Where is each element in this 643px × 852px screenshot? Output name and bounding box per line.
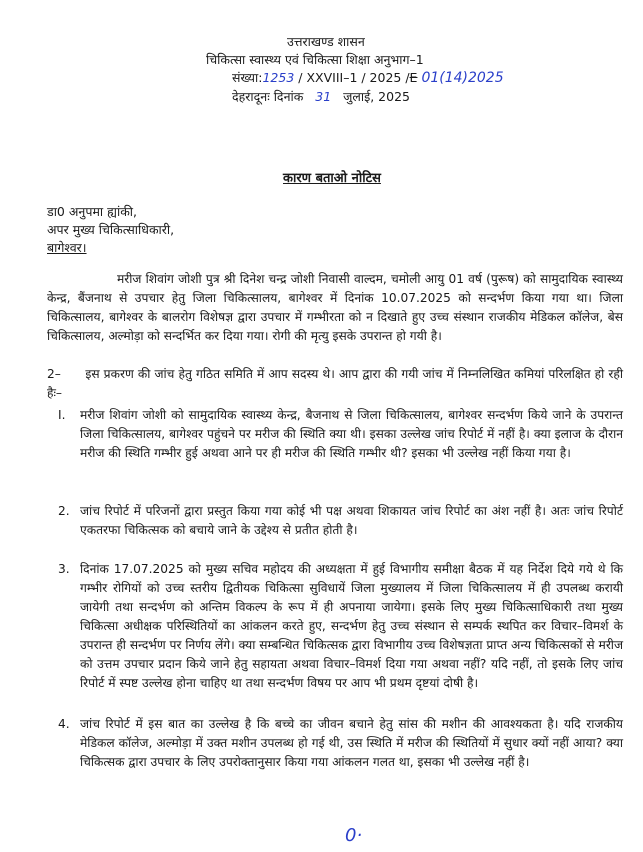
place-date-label: देहरादूनः दिनांक [232,89,304,104]
addressee-designation: अपर मुख्य चिकित्साधिकारी, [47,222,175,237]
number-handwritten: 1253 [262,70,295,85]
file-handwritten: 01(14)2025 [421,70,504,86]
number-middle: / XXVIII–1 / 2025 / [298,70,410,85]
number-struck: E [409,70,418,85]
list-item [58,560,623,693]
list-item-number: 4. [58,717,70,731]
addressee-place: बागेश्वर। [47,240,87,255]
list-item-number: 2. [58,504,70,518]
list-item-text: जांच रिपोर्ट में इस बात का उल्लेख है कि बच्चे का जीवन बचाने हेतु सांस की मशीन की आवश्यकता है। यदि राजकीय मेडिकल कॉलेज, अल्मोड़ा में उक्त मशीन उपलब्ध हो गई थी, उस स्थिति में मरीज की स्थितियों में सुधार क्यों नहीं आया? क्या चिकित्सक द्वारा उपचार के लिए उपरोक्तानुसार किया गया आंकलन गलत था, इसका भी उल्लेख नहीं है। [80,717,623,769]
list-item-number: I. [58,408,66,422]
list-item [58,406,623,463]
list-item-text: दिनांक 17.07.2025 को मुख्य सचिव महोदय की अध्यक्षता में हुई विभागीय समीक्षा बैठक में यह निर्देश दिये गये थे कि गम्भीर रोगियों को उच्च स्तरीय द्वितीयक चिकित्सा सुविधायें जिला मुख्यालय में जिला चिकित्सालय में ही उपलब्ध करायी जायेगी तथा सन्दर्भण को अन्तिम विकल्प के रूप में ही अपनाया जायेगा। इसके लिए मुख्य चिकित्साधिकारी तथा मुख्य चिकित्सा अधीक्षक परिस्थितियों का आंकलन करते हुए, सन्दर्भण हेतु उच्च संस्थान से सम्पर्क स्थपित कर विचार–विमर्श के उपरान्त ही सन्दर्भण पर निर्णय लेंगे। क्या सम्बन्धित चिकित्सक द्वारा विभागीय उच्च विशेषज्ञता प्राप्त अन्य चिकित्सकों से मरीज को उत्तम उपचार प्रदान किये जाने हेतु सहायता अथवा विचार–विमर्श दिया गया अथवा नहीं? यदि नहीं, तो इसके लिए जांच रिपोर्ट में स्पष्ट उल्लेख होना चाहिए था तथा सन्दर्भण विषय पर आप भी प्रथम दृष्टयां दोषी है। [80,562,623,690]
place-date [232,88,410,105]
list-item-text: मरीज शिवांग जोशी को सामुदायिक स्वास्थ्य केन्द्र, बैजनाथ से जिला चिकित्सालय, बागेश्वर सन्दर्भण किये जाने के उपरान्त जिला चिकित्सालय, बागेश्वर पहुंचने पर मरीज की स्थिति क्या थी। इसका उल्लेख जांच रिपोर्ट में नहीं है। क्या इलाज के दौरान मरीज की स्थिति गम्भीर हुई अथवा आने पर ही मरीज की स्थिति गम्भीर थी? इसका भी उल्लेख नहीं किया गया है। [80,408,623,460]
addressee-name: डा0 अनुपमा ह्यांकी, [47,204,138,219]
reference-number [232,69,504,86]
date-day-handwritten: 31 [315,89,332,104]
government-heading: उत्तराखण्ड शासन [287,34,365,49]
paragraph-2-number: 2– [47,367,61,381]
notice-title: कारण बताओ नोटिस [283,171,381,186]
number-label: संख्या: [232,70,263,85]
list-item [58,715,623,772]
paragraph-2-text: इस प्रकरण की जांच हेतु गठित समिति में आप सदस्य थे। आप द्वारा की गयी जांच में निम्नलिखित कमियां परिलक्षित हो रही हैः– [47,367,623,400]
page-mark-handwritten: 0· [345,825,363,846]
paragraph-2 [47,365,623,403]
date-rest: जुलाई, 2025 [343,89,410,104]
list-item [58,502,623,540]
list-item-number: 3. [58,562,70,576]
paragraph-1: मरीज शिवांग जोशी पुत्र श्री दिनेश चन्द्र जोशी निवासी वाल्दम, चमोली आयु 01 वर्ष (पुरूष) को सामुदायिक स्वास्थ्य केन्द्र, बैंजनाथ से उपचार हेतु जिला चिकित्सालय, बागेश्वर में दिनांक 10.07.2025 को सन्दर्भण किया गया था। जिला चिकित्सालय, बागेश्वर के बालरोग विशेषज्ञ द्वारा उपचार में गम्भीरता को न दिखाते हुए उच्च संस्थान राजकीय मेडिकल कॉलेज, बेस चिकित्सालय, अल्मोड़ा को सन्दर्भित कर दिया गया। रोगी की मृत्यु इसके उपरान्त हो गयी है। [47,272,623,343]
department-heading: चिकित्सा स्वास्थ्य एवं चिकित्सा शिक्षा अनुभाग–1 [206,52,424,67]
list-item-text: जांच रिपोर्ट में परिजनों द्वारा प्रस्तुत किया गया कोई भी पक्ष अथवा शिकायत जांच रिपोर्ट का अंश नहीं है। अतः जांच रिपोर्ट एकतरफा चिकित्सक को बचाये जाने के उद्देश्य से प्रतीत होती है। [80,504,623,537]
